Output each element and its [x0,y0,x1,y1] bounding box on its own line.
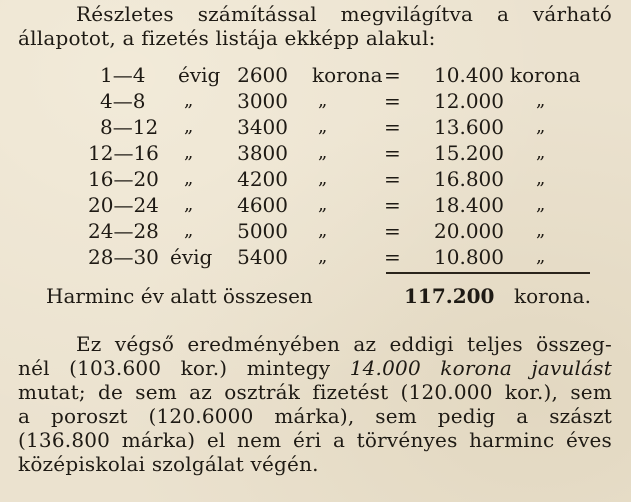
annual-amount: 3000 [237,89,288,113]
total-unit: „ [536,246,546,267]
annual-amount: 3400 [237,115,288,139]
year-range: 24—28 [88,219,159,243]
closing-line-6: középiskolai szolgálat végén. [18,452,319,476]
closing-line-2-emphasis-word: korona [440,356,513,380]
year-range: 8—12 [100,115,159,139]
total-unit: „ [536,194,546,215]
table-row [0,140,631,166]
year-range: 20—24 [88,193,159,217]
closing-line-2-emphasis-word: javulást [531,356,612,380]
period-total: 13.600 [434,115,504,139]
intro-paragraph [18,2,612,50]
period-total: 18.400 [434,193,504,217]
total-unit: korona [510,63,581,87]
closing-paragraph [18,332,612,476]
equals-sign: = [384,219,401,243]
closing-line-2-word: (103.600 [69,356,162,380]
annual-amount: 4600 [237,193,288,217]
equals-sign: = [384,167,401,191]
sum-unit: korona. [514,284,591,308]
equals-sign: = [384,115,401,139]
total-unit: „ [536,168,546,189]
closing-line-2-emphasis-word: 14.000 [349,356,421,380]
equals-sign: = [384,141,401,165]
year-unit: évig [178,63,221,87]
sum-value: 117.200 [404,284,495,308]
year-range: 12—16 [88,141,159,165]
closing-line-2 [18,356,612,380]
equals-sign: = [384,193,401,217]
amount-unit: „ [318,220,328,241]
year-unit: „ [184,90,194,111]
intro-line-2: állapotot, a fizetés listája ekképp alakul: [18,26,436,50]
year-unit: „ [184,168,194,189]
closing-line-2-word: kor.) [180,356,228,380]
year-unit: „ [184,194,194,215]
amount-unit: „ [318,194,328,215]
closing-line-1: Ez végső eredményében az eddigi teljes összeg- [76,332,612,356]
table-row [0,114,631,140]
sum-row [46,283,606,309]
equals-sign: = [384,63,401,87]
annual-amount: 5000 [237,219,288,243]
closing-line-2-word: mintegy [246,356,331,380]
amount-unit: „ [318,142,328,163]
closing-line-5: (136.800 márka) el nem éri a törvényes harminc éves [18,428,612,452]
annual-amount: 5400 [237,245,288,269]
table-row [0,192,631,218]
table-row [0,62,631,88]
table-row [0,218,631,244]
total-unit: „ [536,116,546,137]
amount-unit: korona [312,63,383,87]
period-total: 20.000 [434,219,504,243]
period-total: 15.200 [434,141,504,165]
amount-unit: „ [318,90,328,111]
closing-line-4: a poroszt (120.6000 márka), sem pedig a szászt [18,404,612,428]
amount-unit: „ [318,168,328,189]
year-unit: „ [184,116,194,137]
annual-amount: 4200 [237,167,288,191]
table-row [0,244,631,270]
year-unit: „ [184,220,194,241]
period-total: 10.400 [434,63,504,87]
amount-unit: „ [318,246,328,267]
sum-divider [386,272,590,274]
year-range: 1—4 [100,63,146,87]
closing-line-2-word: nél [18,356,50,380]
period-total: 16.800 [434,167,504,191]
total-unit: „ [536,220,546,241]
year-unit: évig [170,245,213,269]
equals-sign: = [384,89,401,113]
amount-unit: „ [318,116,328,137]
total-unit: „ [536,142,546,163]
year-range: 16—20 [88,167,159,191]
table-row [0,88,631,114]
annual-amount: 3800 [237,141,288,165]
period-total: 12.000 [434,89,504,113]
table-row [0,166,631,192]
year-range: 4—8 [100,89,146,113]
closing-line-3: mutat; de sem az osztrák fizetést (120.000 kor.), sem [18,380,612,404]
annual-amount: 2600 [237,63,288,87]
equals-sign: = [384,245,401,269]
total-unit: „ [536,90,546,111]
intro-line-1: Részletes számítással megvilágítva a várható [76,2,612,26]
year-unit: „ [184,142,194,163]
sum-label: Harminc év alatt összesen [46,284,313,308]
year-range: 28—30 [88,245,159,269]
period-total: 10.800 [434,245,504,269]
